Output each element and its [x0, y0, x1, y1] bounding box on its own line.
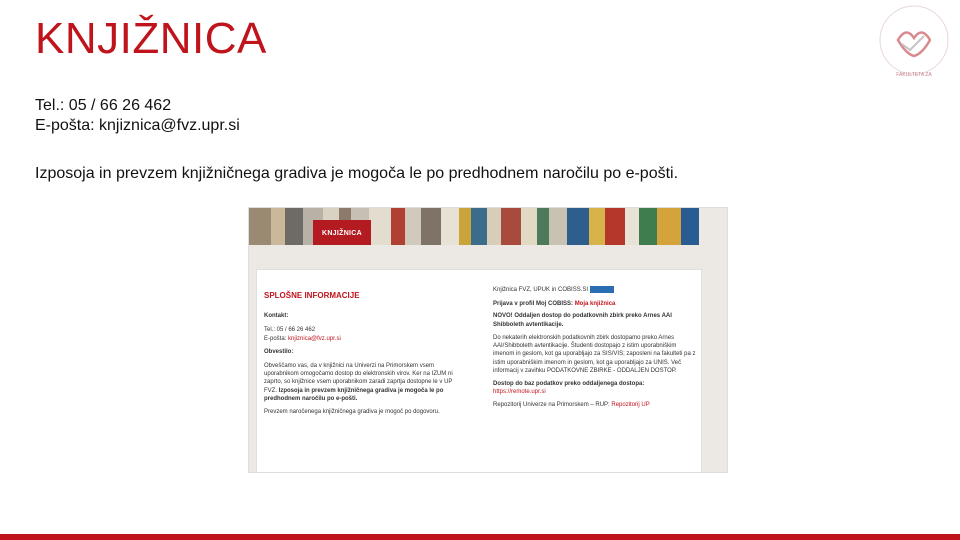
email-link[interactable]: knjiznica@fvz.upr.si	[288, 335, 341, 342]
left-column	[264, 270, 462, 421]
shibboleth-paragraph: Do nekaterih elektronskih podatkovnih zbirk dostopamo preko Arnes AAI/Shibboleth avtentikacije. Študenti dostopajo z istim uporabniškim imenom in geslom, kot ga uporabljajo za SIS/VIS; zaposleni na fakulteti pa z istim uporabniškim imenom in geslom, kot ga uporabljajo za UNIS. Več informacij v zavihku PODATKOVNE ZBIRKE - ODDALJEN DOSTOP.	[493, 334, 696, 374]
kontakt-label: Kontakt:	[264, 313, 289, 320]
faculty-seal-icon	[868, 0, 960, 84]
svg-text:FAKULTETA ZA: FAKULTETA ZA	[896, 72, 932, 78]
info-card	[256, 269, 702, 473]
email-line[interactable]: E-pošta: knjiznica@fvz.upr.si	[35, 117, 240, 134]
email-prefix: E-pošta:	[264, 335, 289, 342]
screenshot-body	[249, 245, 728, 473]
repo-link[interactable]: Repozitorij UP	[611, 402, 650, 409]
faculty-logo	[868, 0, 960, 84]
section-heading: SPLOŠNE INFORMACIJE	[264, 291, 360, 300]
section-tag: KNJIŽNICA	[313, 220, 371, 246]
right-column	[493, 270, 697, 410]
prijava-prefix: Prijava v profil Moj COBISS:	[493, 301, 575, 308]
page-title: KNJIŽNICA	[35, 14, 267, 63]
prijava-line	[493, 300, 697, 308]
cobiss-text: Knjižnica FVZ, UPUK in COBISS.SI	[493, 287, 589, 294]
cobiss-logo-icon	[590, 286, 614, 293]
contact-block	[35, 96, 240, 136]
repo-prefix: Repozitorij Univerze na Primorskem – RUP:	[493, 402, 612, 409]
obvestilo-label: Obvestilo:	[264, 348, 294, 355]
notice-text: Obveščamo vas, da v knjižnici na Univerzi na Primorskem vsem uporabnikom omogočamo dostop do elektronskih virov. Ker na IZUM ni zaprto, so knjižnice vsem uporabnikom zaradi zaprtja dostopne le v UP FVZ.	[264, 363, 453, 394]
repo-line	[493, 401, 697, 409]
notice-bold: Izposoja in prevzem knjižničnega gradiva je mogoča le po predhodnem naročilu po e-pošti.	[264, 387, 444, 402]
pickup-paragraph: Prevzem naročenega knjižničnega gradiva je mogoč po dogovoru.	[264, 409, 440, 416]
kontakt-email	[264, 335, 462, 343]
cobiss-line	[493, 286, 697, 294]
dostop-link[interactable]: https://remote.upr.si	[493, 389, 546, 396]
loan-notice: Izposoja in prevzem knjižničnega gradiva je mogoča le po predhodnem naročilu po e-pošti.	[35, 165, 679, 182]
notice-paragraph	[264, 362, 462, 403]
dostop-label: Dostop do baz podatkov preko oddaljenega dostopa:	[493, 380, 645, 387]
website-screenshot	[248, 207, 728, 473]
kontakt-tel: Tel.: 05 / 66 26 462	[264, 327, 316, 334]
novo-paragraph: NOVO! Oddaljen dostop do podatkovnih zbirk preko Arnes AAI Shibboleth avtentikacije.	[493, 313, 672, 328]
phone-line: Tel.: 05 / 66 26 462	[35, 97, 172, 114]
footer-bar	[0, 534, 960, 540]
prijava-link[interactable]: Moja knjižnica	[574, 301, 616, 308]
